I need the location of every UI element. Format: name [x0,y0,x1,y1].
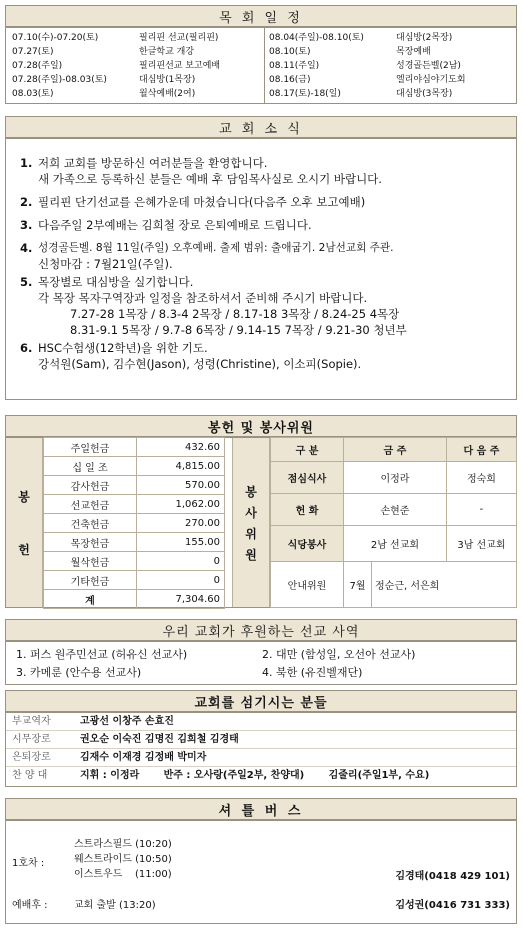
offering-side-label [6,438,43,607]
schedule-event: 한글학교 개강 [139,47,195,57]
mission-header [5,619,517,641]
offering-title: 봉헌 및 봉사위원 [208,420,314,436]
offering-name: 주일헌금 [44,438,137,457]
schedule-event: 대심방(1목장) [139,75,196,85]
servant-label: 찬 양 대 [12,770,48,781]
offering-total-label: 계 [44,590,137,609]
news-item [20,274,506,338]
news-line: 목장별로 대심방을 실기합니다. [38,275,194,289]
news-item [20,155,506,187]
offering-name: 십 일 조 [44,457,137,476]
offering-amount: 0 [137,571,225,590]
schedule-box [5,27,517,104]
visit-schedule-line: 8.31-9.1 5목장 / 9.7-8 6목장 / 9.14-15 7목장 / 9.21-30 청년부 [70,323,407,337]
offering-amount: 0 [137,552,225,571]
bus-driver: 김경태(0418 429 101) [395,871,510,882]
offering-row [44,476,225,495]
offering-amount: 1,062.00 [137,495,225,514]
schedule-header [5,5,517,27]
schedule-event: 필리핀선교 보고예배 [139,61,221,71]
news-item-number: 1. [20,156,33,170]
servants-header [5,690,517,712]
news-item-number: 5. [20,275,33,289]
service-this-week: 이정라 [344,462,447,494]
bus-after-stop: 교회 출발 (13:20) [74,900,156,911]
offering-row [44,552,225,571]
offering-amount: 155.00 [137,533,225,552]
servant-label: 은퇴장로 [12,752,51,763]
news-item [20,240,506,272]
side-char: 봉 [18,489,30,504]
bus-stops [74,837,172,882]
offering-row [44,514,225,533]
schedule-right-events [396,31,511,101]
news-item-number: 6. [20,341,33,355]
side-char: 위 [245,526,257,541]
servant-row [6,713,516,731]
offering-row [44,495,225,514]
news-line: 신청마감 : 7월21일(주일). [38,257,173,271]
schedule-date: 07.10(수)-07.20(토) [12,33,99,43]
news-line: 다음주일 2부예배는 김희철 장로 은퇴예배로 드립니다. [38,218,312,232]
offering-box [5,437,517,608]
service-label: 점심식사 [271,462,344,494]
guide-label: 안내위원 [271,562,344,608]
bus-title: 셔 틀 버 스 [218,803,304,819]
schedule-date: 08.11(주일) [269,61,320,71]
offering-total-amount: 7,304.60 [137,590,225,609]
news-line: HSC수험생(12학년)을 위한 기도. [38,341,208,355]
news-item-number: 3. [20,218,33,232]
offering-name: 기타헌금 [44,571,137,590]
news-header [5,116,517,138]
service-col-header: 구 분 [271,438,344,462]
news-item-number: 2. [20,195,33,209]
news-line: 저희 교회를 방문하신 여러분들을 환영합니다. [38,156,268,170]
news-line: 필리핀 단기선교를 은혜가운데 마쳤습니다(다음주 오후 보고예배) [38,195,366,209]
schedule-event: 목장예배 [396,47,431,57]
news-line: 강석원(Sam), 김수현(Jason), 성령(Christine), 이소피(Sopie). [38,357,362,371]
servant-row [6,749,516,767]
mission-item: 2. 대만 (함성일, 오선아 선교사) [262,648,416,661]
schedule-left-events [139,31,264,101]
offering-amount: 432.60 [137,438,225,457]
news-item [20,217,506,233]
guide-month: 7월 [344,562,372,608]
offering-name: 감사헌금 [44,476,137,495]
offering-row [44,457,225,476]
servant-row [6,767,516,785]
bus-stop: 이스트우드 (11:00) [74,869,172,880]
servant-names: 권오순 이숙진 김명진 김희철 김경태 [80,734,239,745]
bus-stop: 웨스트라이드 (10:50) [74,854,172,865]
news-box [5,138,517,400]
bus-header [5,798,517,820]
offering-name: 선교헌금 [44,495,137,514]
news-item [20,194,506,210]
offering-table [43,437,225,609]
servant-names: 지휘 : 이정라 반주 : 오사랑(주일2부, 찬양대) 김줄리(주일1부, 수요) [80,770,430,781]
mission-box [5,641,517,685]
schedule-event: 필리핀 선교(필리핀) [139,33,219,43]
side-char: 헌 [18,542,30,557]
service-next-week: 3남 선교회 [446,526,516,562]
bus-box [5,820,517,924]
offering-name: 목장헌금 [44,533,137,552]
schedule-date: 07.27(토) [12,47,54,57]
schedule-event: 성경골든벨(2남) [396,61,461,71]
bus-car-label: 1호차 : [12,858,45,869]
schedule-event: 엘리야심야기도회 [396,75,466,85]
offering-name: 월삭헌금 [44,552,137,571]
schedule-right-dates [269,31,394,101]
service-this-week: 손현준 [344,494,447,526]
service-side-label [232,438,270,607]
schedule-date: 07.28(주일)-08.03(토) [12,75,107,85]
schedule-left-dates [12,31,142,101]
mission-item: 1. 퍼스 원주민선교 (허유신 선교사) [16,648,188,661]
service-row [271,526,517,562]
schedule-event: 월삭예배(2여) [139,89,196,99]
schedule-divider [264,28,265,103]
offering-amount: 570.00 [137,476,225,495]
schedule-date: 08.10(토) [269,47,311,57]
news-line: 각 목장 목자구역장과 일정을 참조하셔서 준비해 주시기 바랍니다. [38,291,368,305]
news-title: 교 회 소 식 [219,121,303,137]
offering-amount: 270.00 [137,514,225,533]
service-this-week: 2남 선교회 [344,526,447,562]
offering-row [44,571,225,590]
side-char: 사 [245,505,257,520]
bus-stop: 스트라스필드 (10:20) [74,839,172,850]
service-col-header: 금 주 [344,438,447,462]
servant-row [6,731,516,749]
servant-names: 김재수 이재경 김정배 박미자 [80,752,207,763]
offering-row [44,533,225,552]
schedule-date: 08.03(토) [12,89,54,99]
mission-item: 3. 카메룬 (안수용 선교사) [16,666,142,679]
schedule-event: 대심방(3목장) [396,89,453,99]
service-next-week: 정숙희 [446,462,516,494]
offering-amount: 4,815.00 [137,457,225,476]
schedule-title: 목 회 일 정 [219,10,303,26]
side-char: 원 [245,547,257,562]
service-label: 식당봉사 [271,526,344,562]
side-char: 봉 [245,484,257,499]
mission-item: 4. 북한 (유진벨재단) [262,666,363,679]
servants-title: 교회를 섬기시는 분들 [194,695,328,711]
schedule-date: 08.16(금) [269,75,311,85]
offering-total-row [44,590,225,609]
service-label: 헌 화 [271,494,344,526]
offering-header [5,415,517,437]
visit-schedule-line: 7.27-28 1목장 / 8.3-4 2목장 / 8.17-18 3목장 / 8.24-25 4목장 [70,307,400,321]
servant-names: 고광선 이창주 손효진 [80,716,174,727]
guide-row [271,562,517,608]
offering-row [44,438,225,457]
schedule-date: 08.04(주일)-08.10(토) [269,33,364,43]
service-header-row [271,438,517,462]
servants-box [5,712,517,787]
bus-driver: 김성권(0416 731 333) [395,900,510,911]
service-row [271,462,517,494]
news-line: 성경골든벨. 8월 11일(주일) 오후예배. 출제 범위: 출애굽기. 2남선교회 주관. [38,242,394,254]
news-line: 새 가족으로 등록하신 분들은 예배 후 담임목사실로 오시기 바랍니다. [38,172,382,186]
service-next-week: - [446,494,516,526]
servant-label: 시무장로 [12,734,51,745]
servant-label: 부교역자 [12,716,51,727]
news-item [20,340,506,372]
service-table [270,437,517,608]
schedule-event: 대심방(2목장) [396,33,453,43]
schedule-date: 07.28(주일) [12,61,63,71]
bus-after-label: 예배후 : [12,900,48,911]
news-item-number: 4. [20,241,33,255]
offering-name: 건축헌금 [44,514,137,533]
schedule-date: 08.17(토)-18(일) [269,89,341,99]
mission-title: 우리 교회가 후원하는 선교 사역 [162,624,360,640]
service-row [271,494,517,526]
service-col-header: 다 음 주 [446,438,516,462]
guide-names: 정순근, 서은희 [372,562,517,608]
